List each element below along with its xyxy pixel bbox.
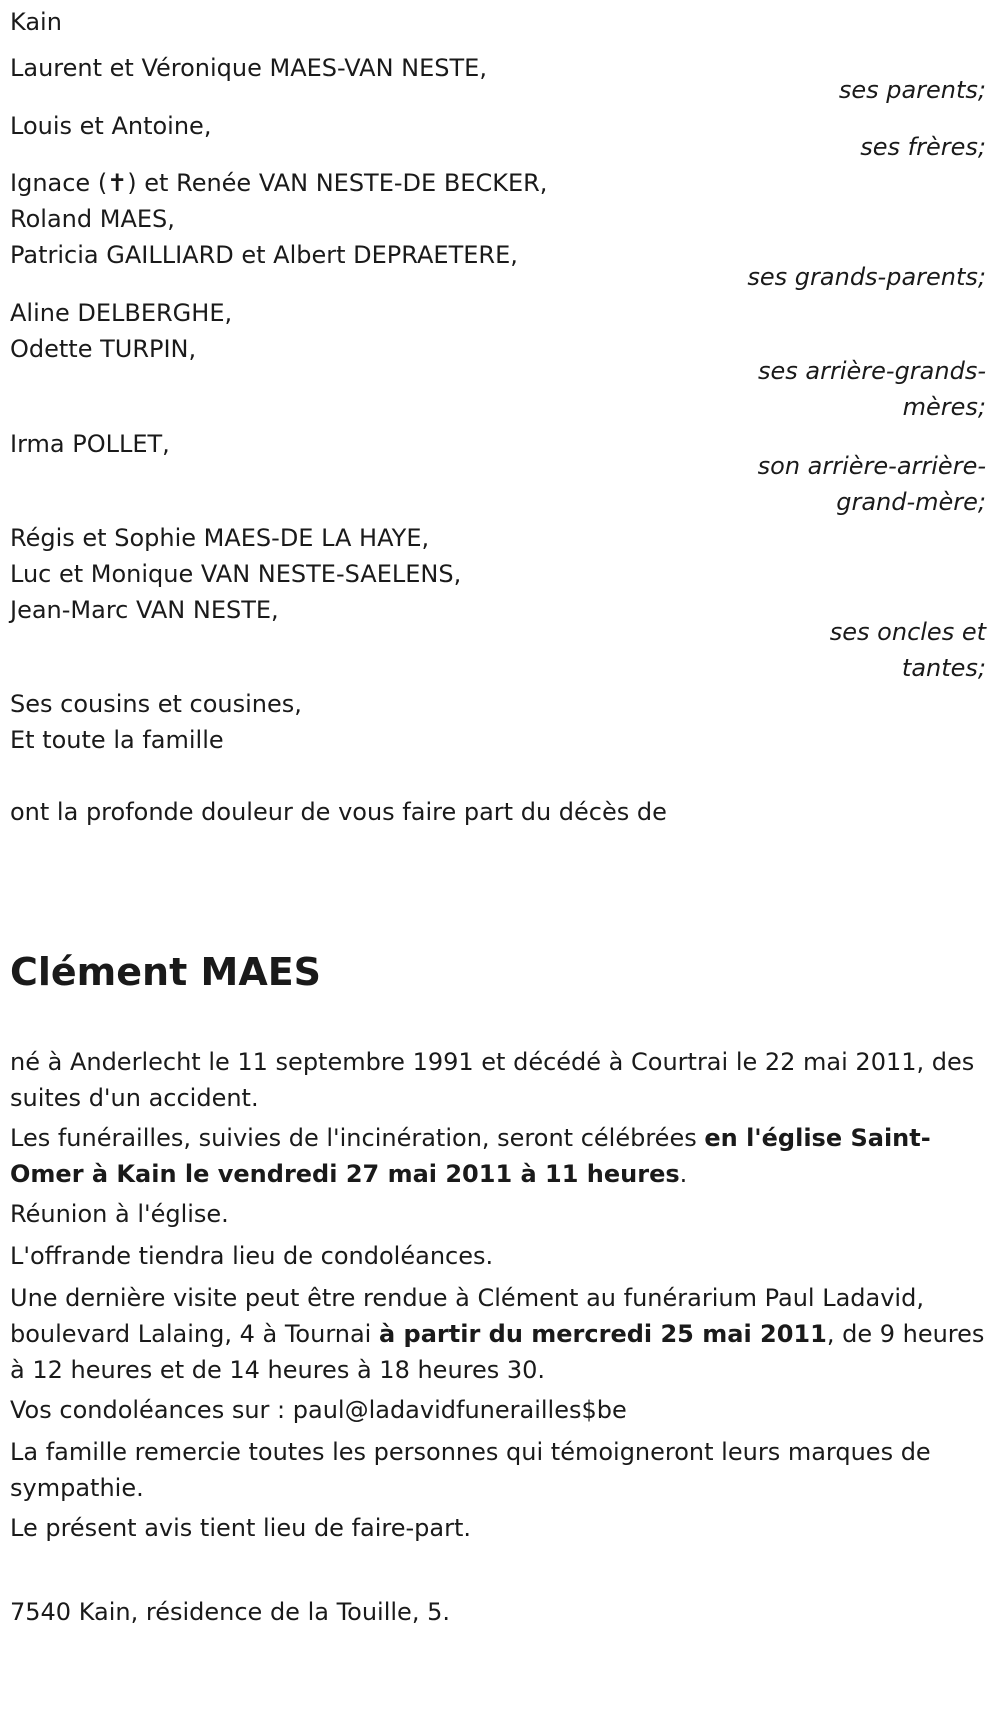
funeral-suffix: . <box>679 1160 688 1188</box>
offrande-note: L'offrande tiendra lieu de condoléances. <box>10 1242 494 1270</box>
uncles-relation-line2: tantes; <box>901 654 986 682</box>
birth-death-details: né à Anderlecht le 11 septembre 1991 et décédé à Courtrai le 22 mai 2011, des suites d'un accident. <box>10 1048 975 1112</box>
funeral-details <box>10 1120 988 1192</box>
great-grandmother-name: Odette TURPIN, <box>10 335 197 363</box>
home-address: 7540 Kain, résidence de la Touille, 5. <box>10 1598 450 1626</box>
funeral-location-date: en l'église Saint-Omer à Kain le vendredi 27 mai 2011 à 11 heures <box>10 1124 931 1188</box>
great-grandmothers-relation-line1: ses arrière-grands- <box>758 357 986 385</box>
deceased-name: Clément MAES <box>10 950 322 994</box>
visit-details <box>10 1280 988 1388</box>
family-line: Et toute la famille <box>10 726 224 754</box>
uncle-aunt-name: Luc et Monique VAN NESTE-SAELENS, <box>10 560 462 588</box>
great-great-relation-line1: son arrière-arrière- <box>757 452 986 480</box>
faire-part-note: Le présent avis tient lieu de faire-part. <box>10 1514 472 1542</box>
great-grandmothers-relation-line2: mères; <box>902 393 986 421</box>
grandparents-relation: ses grands-parents; <box>747 263 986 291</box>
great-grandmother-name: Aline DELBERGHE, <box>10 299 233 327</box>
great-great-relation-line2: grand-mère; <box>836 488 986 516</box>
condolences-address: Vos condoléances sur : paul@ladavidfunerailles$be <box>10 1396 627 1424</box>
brothers-relation: ses frères; <box>860 133 986 161</box>
grandparent-name: Ignace (✝) et Renée VAN NESTE-DE BECKER, <box>10 169 548 197</box>
thanks-note: La famille remercie toutes les personnes qui témoigneront leurs marques de sympathie. <box>10 1438 931 1502</box>
uncle-aunt-name: Régis et Sophie MAES-DE LA HAYE, <box>10 524 430 552</box>
parents-relation: ses parents; <box>838 76 986 104</box>
place-heading: Kain <box>10 8 62 36</box>
cousins-line: Ses cousins et cousines, <box>10 690 302 718</box>
uncle-aunt-name: Jean-Marc VAN NESTE, <box>10 596 279 624</box>
brothers-names: Louis et Antoine, <box>10 112 212 140</box>
parents-names: Laurent et Véronique MAES-VAN NESTE, <box>10 54 487 82</box>
visit-date: à partir du mercredi 25 mai 2011 <box>378 1320 827 1348</box>
grandparent-name: Roland MAES, <box>10 205 175 233</box>
uncles-relation-line1: ses oncles et <box>829 618 986 646</box>
grandparent-name: Patricia GAILLIARD et Albert DEPRAETERE, <box>10 241 518 269</box>
visit-prefix: Une dernière visite peut être rendue à Clément au funérarium Paul Ladavid, boulevard Lalaing, 4 à Tournai <box>10 1284 924 1348</box>
visit-suffix: , de 9 heures à 12 heures et de 14 heures à 18 heures 30. <box>10 1320 985 1384</box>
reunion-note: Réunion à l'église. <box>10 1200 229 1228</box>
funeral-prefix: Les funérailles, suivies de l'incinération, seront célébrées <box>10 1124 705 1152</box>
great-great-grandmother-name: Irma POLLET, <box>10 430 170 458</box>
announcement: ont la profonde douleur de vous faire part du décès de <box>10 798 667 826</box>
